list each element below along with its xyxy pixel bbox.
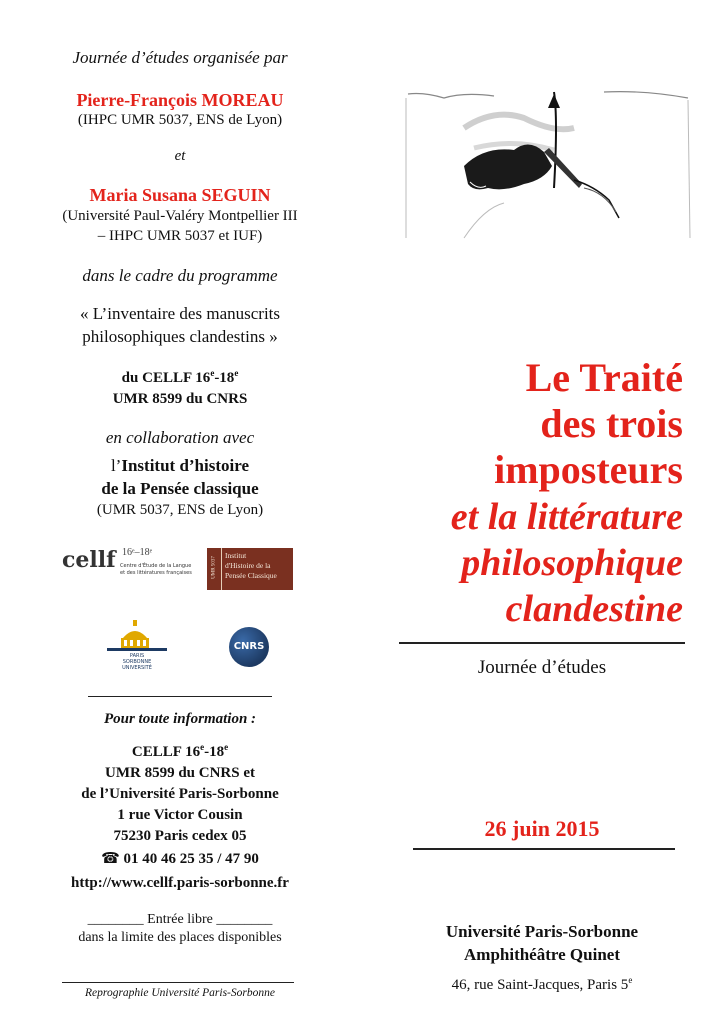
ihpc-logo-line2: d'Histoire de la: [225, 561, 271, 570]
title-line2: des trois: [540, 401, 683, 446]
program-title-2: philosophiques clandestins »: [82, 327, 278, 346]
cellf-logo-word: cellf: [62, 547, 116, 573]
sorbonne-logo: [103, 620, 171, 670]
event-date: 26 juin 2015: [484, 816, 600, 841]
event-type: Journée d’études: [477, 657, 607, 678]
ihpc-logo-side: UMR 5037: [211, 556, 217, 579]
contact-line3: de l’Université Paris-Sorbonne: [81, 786, 279, 802]
ihpc-logo-line3: Pensée Classique: [225, 571, 277, 580]
contact-line2: UMR 8599 du CNRS et: [105, 765, 255, 781]
contact-heading: Pour toute information :: [103, 711, 257, 727]
institut-line2: de la Pensée classique: [101, 479, 259, 498]
cnrs-logo: [229, 627, 269, 667]
entry-line1: ________ Entrée libre ________: [87, 912, 273, 927]
program-title-1: « L’inventaire des manuscrits: [79, 304, 280, 323]
institut-affiliation: (UMR 5037, ENS de Lyon): [96, 502, 264, 518]
sorbonne-dome-icon: [103, 620, 171, 654]
ihpc-logo-line1: Institut: [225, 551, 247, 560]
institut-line1: l’Institut d’histoire: [110, 456, 250, 475]
phone-icon: ☎: [101, 849, 120, 867]
intro-text: Journée d’études organisée par: [72, 48, 288, 67]
organizer1-affiliation: (IHPC UMR 5037, ENS de Lyon): [77, 112, 283, 128]
title-line4: et la littérature: [450, 496, 683, 538]
date-rule: [413, 848, 675, 850]
organizer2-name: Maria Susana SEGUIN: [89, 185, 271, 205]
and-text: et: [174, 148, 186, 164]
cellf-logo-tag2: et des littératures françaises: [120, 570, 192, 576]
title-rule: [399, 642, 685, 644]
title-line3: imposteurs: [494, 447, 683, 492]
footer-credit: Reprographie Université Paris-Sorbonne: [85, 987, 275, 999]
title-line6: clandestine: [505, 588, 683, 630]
contact-line4: 1 rue Victor Cousin: [117, 807, 243, 823]
sorbonne-logo-line2: SORBONNE: [122, 659, 152, 665]
divider-bottom: [62, 982, 294, 983]
collab-intro: en collaboration avec: [105, 428, 255, 447]
contact-website[interactable]: http://www.cellf.paris-sorbonne.fr: [71, 875, 289, 891]
quill-hand-illustration-icon: [404, 88, 692, 246]
entry-line2: dans la limite des places disponibles: [78, 930, 282, 945]
sorbonne-logo-line3: UNIVERSITÉ: [122, 665, 152, 671]
venue-room: Amphithéâtre Quinet: [464, 945, 620, 964]
cnrs-logo-text: CNRS: [233, 641, 265, 652]
organizer2-affiliation-1: (Université Paul-Valéry Montpellier III: [62, 208, 298, 224]
cellf-line: du CELLF 16e-18e: [121, 368, 239, 386]
cellf-logo-tag1: Centre d'Étude de la Langue: [120, 563, 192, 569]
title-line5: philosophique: [461, 542, 683, 584]
program-intro: dans le cadre du programme: [82, 266, 278, 285]
engraving-illustration: [404, 88, 692, 246]
cnrs-unit: UMR 8599 du CNRS: [112, 391, 248, 407]
divider-top: [88, 696, 272, 697]
venue-university: Université Paris-Sorbonne: [445, 922, 639, 941]
venue-address: 46, rue Saint-Jacques, Paris 5e: [451, 975, 633, 993]
organizer1-name: Pierre-François MOREAU: [76, 90, 284, 110]
contact-line5: 75230 Paris cedex 05: [113, 828, 247, 844]
contact-org: CELLF 16e-18e: [131, 742, 229, 760]
title-line1: Le Traité: [525, 355, 683, 400]
cellf-logo: [62, 545, 192, 585]
cellf-logo-period: 16ᵉ–18ᵉ: [122, 547, 153, 558]
contact-phone: ☎ 01 40 46 25 35 / 47 90: [101, 849, 259, 867]
sorbonne-logo-line1: PARIS: [129, 653, 145, 659]
ihpc-logo: [207, 548, 293, 590]
organizer2-affiliation-2: – IHPC UMR 5037 et IUF): [97, 228, 263, 244]
